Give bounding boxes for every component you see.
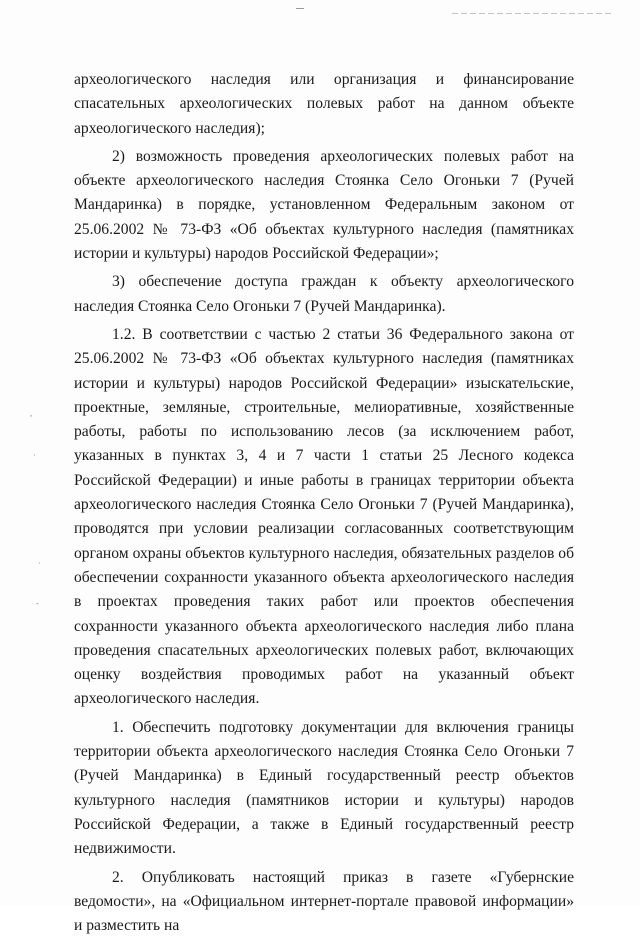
paragraph-item-3: 3) обеспечение доступа граждан к объекту археологического наследия Стоянка Село Огоньки 7 (Ручей Мандаринка). bbox=[74, 270, 574, 319]
scan-speck: · bbox=[38, 560, 41, 568]
paragraph-item-2: 2) возможность проведения археологических полевых работ на объекте археологического наследия Стоянка Село Огоньки 7 (Ручей Мандаринка) в порядке, установленном Федеральным законом от 25.06.2002 № 73-ФЗ «Об объектах культурного наследия (памятниках истории и культуры) народов Российской Федерации»; bbox=[74, 145, 574, 266]
paragraph-order-2: 2. Опубликовать настоящий приказ в газете «Губернские ведомости», на «Официальном интернет-портале правовой информации» и разместить на bbox=[74, 866, 574, 938]
paragraph-section-1-2: 1.2. В соответствии с частью 2 статьи 36 Федерального закона от 25.06.2002 № 73-ФЗ «Об объектах культурного наследия (памятниках истории и культуры) народов Российской Федерации» изыскательские, проектные, земляные, строительные, мелиоративные, хозяйственные работы, работы по использованию лесов (за исключением работ, указанных в пунктах 3, 4 и 7 части 1 статьи 25 Лесного кодекса Российской Федерации) и иные работы в границах территории объекта археологического наследия Стоянка Село Огоньки 7 (Ручей Мандаринка), проводятся при условии реализации согласованных соответствующим органом охраны объектов культурного наследия, обязательных разделов об обеспечении сохранности указанного объекта археологического наследия в проектах проведения таких работ или проектов обеспечения сохранности указанного объекта археологического наследия либо плана проведения спасательных археологических полевых работ, включающих оценку воздействия проводимых работ на указанный объект археологического наследия. bbox=[74, 323, 574, 712]
scan-speck: , bbox=[30, 410, 32, 418]
paragraph-order-1: 1. Обеспечить подготовку документации для включения границы территории объекта археологического наследия Стоянка Село Огоньки 7 (Ручей Мандаринка) в Единый государственный реестр объектов культурного наследия (памятников истории и культуры) народов Российской Федерации, а также в Единый государственный реестр недвижимости. bbox=[74, 716, 574, 862]
scan-artifact-top bbox=[296, 8, 304, 9]
scan-speck: - bbox=[36, 600, 39, 608]
document-body bbox=[74, 68, 574, 938]
paragraph-continuation: археологического наследия или организация и финансирование спасательных археологических полевых работ на данном объекте археологического наследия); bbox=[74, 68, 574, 141]
scan-artifact-header-line bbox=[452, 13, 612, 14]
scan-speck: · bbox=[33, 452, 36, 460]
